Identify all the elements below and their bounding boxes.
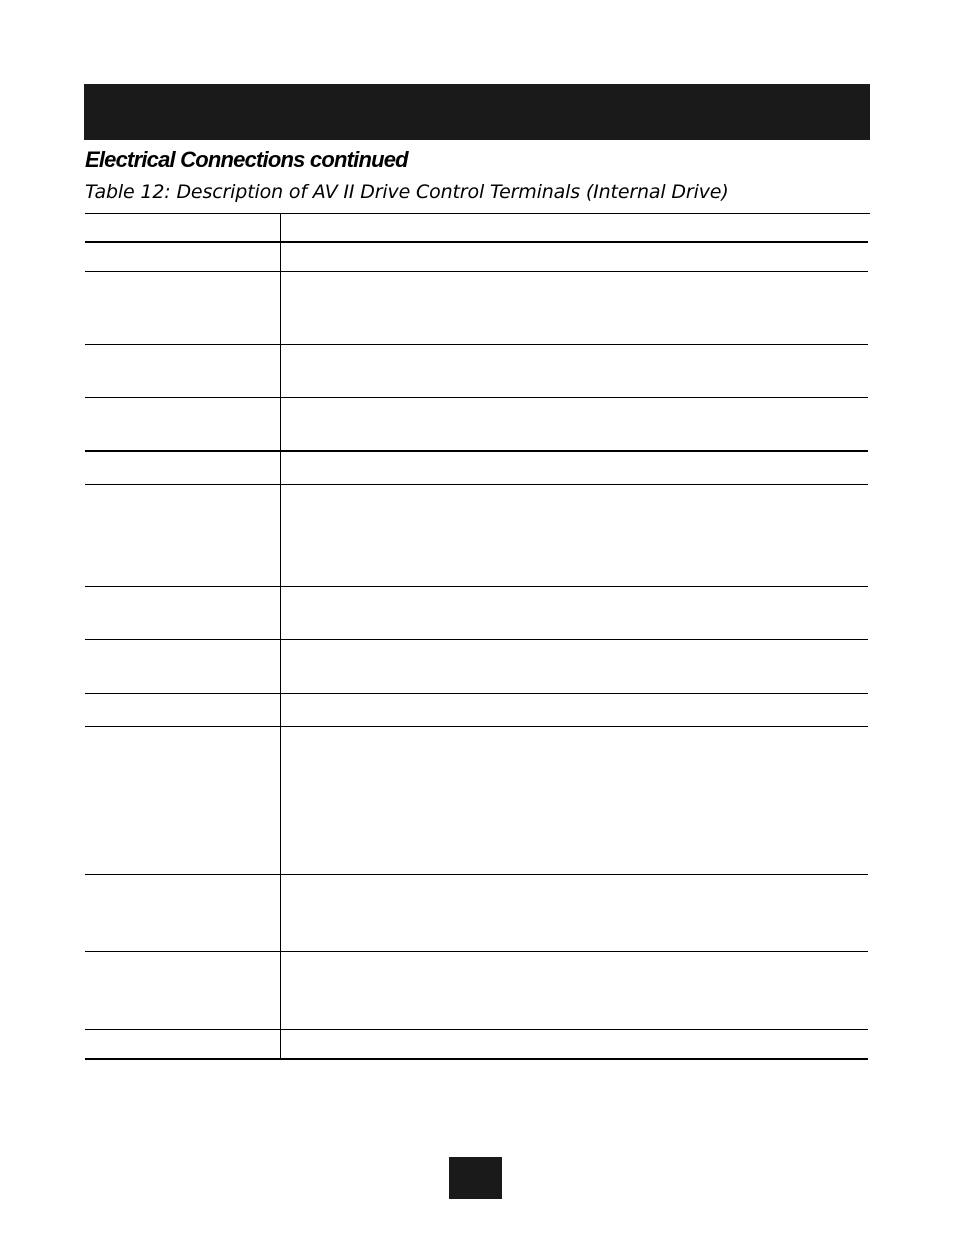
terminal-cell <box>85 398 280 450</box>
table-row <box>85 1030 868 1058</box>
table-row <box>85 694 868 726</box>
column-header-terminal <box>85 214 280 241</box>
description-cell <box>281 272 868 344</box>
terminal-cell <box>85 345 280 397</box>
description-cell <box>281 345 868 397</box>
table-row <box>85 875 868 951</box>
terminal-cell <box>85 272 280 344</box>
table-row <box>85 452 868 484</box>
table-row <box>85 398 868 450</box>
description-cell <box>281 243 868 271</box>
page-number <box>449 1157 502 1199</box>
row-divider <box>85 586 868 587</box>
table-row <box>85 727 868 874</box>
row-divider <box>85 874 868 875</box>
table-row <box>85 345 868 397</box>
row-divider <box>85 726 868 727</box>
column-header-description <box>281 214 868 241</box>
row-divider <box>85 951 868 952</box>
table-header-rule <box>85 241 868 243</box>
table-header-row <box>85 214 868 241</box>
column-divider <box>280 214 281 1059</box>
table-bottom-rule <box>85 1058 868 1060</box>
row-divider <box>85 271 868 272</box>
description-cell <box>281 694 868 726</box>
page-header-bar <box>84 84 870 140</box>
table-caption: Table 12: Description of AV II Drive Control Terminals (Internal Drive) <box>85 181 729 203</box>
description-cell <box>281 485 868 586</box>
terminal-cell <box>85 1030 280 1058</box>
table-row <box>85 640 868 693</box>
row-divider <box>85 450 868 452</box>
description-cell <box>281 452 868 484</box>
terminal-cell <box>85 640 280 693</box>
description-cell <box>281 875 868 951</box>
description-cell <box>281 1030 868 1058</box>
table-top-rule <box>85 213 870 214</box>
terminal-cell <box>85 452 280 484</box>
description-cell <box>281 952 868 1029</box>
table-row <box>85 952 868 1029</box>
table-row <box>85 243 868 271</box>
row-divider <box>85 344 868 345</box>
description-cell <box>281 640 868 693</box>
description-cell <box>281 727 868 874</box>
row-divider <box>85 693 868 694</box>
terminal-cell <box>85 587 280 639</box>
row-divider <box>85 484 868 485</box>
terminal-cell <box>85 875 280 951</box>
terminal-cell <box>85 694 280 726</box>
terminal-cell <box>85 952 280 1029</box>
table-row <box>85 272 868 344</box>
row-divider <box>85 397 868 398</box>
terminal-cell <box>85 485 280 586</box>
row-divider <box>85 639 868 640</box>
terminal-cell <box>85 243 280 271</box>
terminal-cell <box>85 727 280 874</box>
description-cell <box>281 587 868 639</box>
row-divider <box>85 1029 868 1030</box>
table-row <box>85 587 868 639</box>
section-title: Electrical Connections continued <box>85 147 408 172</box>
table-row <box>85 485 868 586</box>
description-cell <box>281 398 868 450</box>
